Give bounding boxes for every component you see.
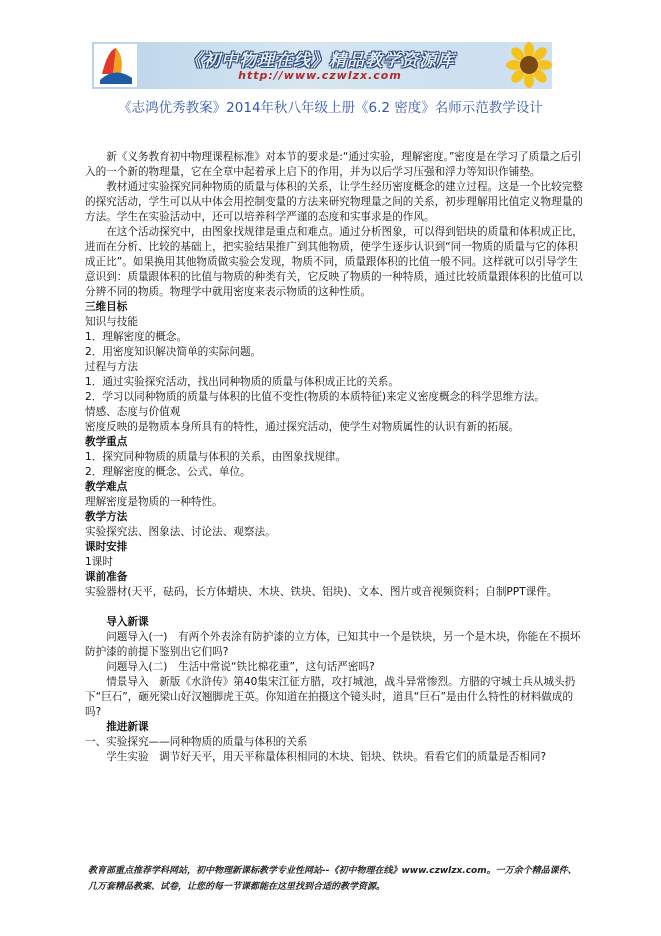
section-heading: 导入新课 bbox=[106, 616, 149, 628]
section-heading: 教学难点 bbox=[85, 481, 128, 493]
section-heading: 三维目标 bbox=[85, 301, 128, 313]
body-paragraph: 教材通过实验探究同种物质的质量与体积的关系，让学生经历密度概念的建立过程。这是一个比较完整的探究活动，学生可以从中体会用控制变量的方法来研究物理量之间的关系，初步理解用比值定义物理量的方法。学生在实验活动中，还可以培养科学严谨的态度和实事求是的作风。 bbox=[85, 181, 583, 223]
site-logo-icon bbox=[94, 44, 137, 87]
body-paragraph: 过程与方法 bbox=[85, 361, 138, 373]
body-paragraph: 问题导入(一) 有两个外表涂有防护漆的立方体，已知其中一个是铁块，另一个是木块，你能在不损坏防护漆的前提下鉴别出它们吗? bbox=[85, 631, 581, 658]
banner-url: http://www.czwlzx.com bbox=[238, 69, 402, 82]
document-title: 《志鸿优秀教案》2014年秋八年级上册《6.2 密度》名师示范教学设计 bbox=[118, 100, 543, 116]
section-heading: 教学重点 bbox=[85, 436, 128, 448]
body-paragraph: 实验器材(天平，砝码，长方体蜡块、木块、铁块、铝块)、文本、图片或音视频资料；自制PPT课件。 bbox=[85, 586, 558, 598]
blank-line bbox=[85, 600, 585, 615]
header-banner bbox=[92, 42, 552, 89]
body-paragraph: 2．学习以同种物质的质量与体积的比值不变性(物质的本质特征)来定义密度概念的科学思维方法。 bbox=[85, 391, 545, 403]
footer-text: 教育部重点推荐学科网站，初中物理新课标教学专业性网站--《初中物理在线》www.czwlzx.com。一万余个精品课件、几万套精品教案、试卷，让您的每一节课都能在这里找到合适的教学资源。 bbox=[88, 866, 577, 892]
body-paragraph: 密度反映的是物质本身所具有的特性，通过探究活动，使学生对物质属性的认识有新的拓展。 bbox=[85, 421, 520, 433]
section-heading: 推进新课 bbox=[106, 721, 149, 733]
document-body bbox=[85, 150, 585, 765]
body-paragraph: 情感、态度与价值观 bbox=[85, 406, 181, 418]
section-heading: 教学方法 bbox=[85, 511, 128, 523]
section-heading: 课时安排 bbox=[85, 541, 128, 553]
section-heading: 课前准备 bbox=[85, 571, 128, 583]
body-paragraph: 2．理解密度的概念、公式、单位。 bbox=[85, 466, 251, 478]
body-paragraph: 在这个活动探究中，由图象找规律是重点和难点。通过分析图象，可以得到铝块的质量和体积成正比，进而在分析、比较的基础上，把实验结果推广到其他物质，使学生逐步认识到“同一物质的质量与它的体积成正比”。如果换用其他物质做实验会发现，物质不同，质量跟体积的比值一般不同。这样就可以引导学生意识到：质量跟体积的比值与物质的种类有关，它反映了物质的一种特质，通过比较质量跟体积的比值可以分辨不同的物质。物理学中就用密度来表示物质的这种性质。 bbox=[85, 226, 583, 298]
body-paragraph: 2．用密度知识解决简单的实际问题。 bbox=[85, 346, 262, 358]
body-paragraph: 理解密度是物质的一种特性。 bbox=[85, 496, 223, 508]
sunflower-icon bbox=[506, 42, 552, 89]
body-paragraph: 情景导入 新版《水浒传》第40集宋江征方腊，攻打城池，战斗异常惨烈。方腊的守城士兵从城头扔下“巨石”，砸死梁山好汉翘脚虎王英。你知道在拍摄这个镜头时，道具“巨石”是由什么特性的材料做成的吗? bbox=[85, 676, 576, 718]
body-paragraph: 1．通过实验探究活动，找出同种物质的质量与体积成正比的关系。 bbox=[85, 376, 399, 388]
body-paragraph: 1课时 bbox=[85, 556, 113, 568]
body-paragraph: 新《义务教育初中物理课程标准》对本节的要求是:“通过实验，理解密度。”密度是在学习了质量之后引入的一个新的物理量，它在全章中起着承上启下的作用，并为以后学习压强和浮力等知识作铺垫。 bbox=[85, 151, 582, 178]
body-paragraph: 1．理解密度的概念。 bbox=[85, 331, 188, 343]
body-paragraph: 1．探究同种物质的质量与体积的关系，由图象找规律。 bbox=[85, 451, 346, 463]
body-paragraph: 一、实验探究——同种物质的质量与体积的关系 bbox=[85, 736, 308, 748]
banner-title: 《初中物理在线》精品教学资源库 bbox=[185, 51, 455, 71]
body-paragraph: 知识与技能 bbox=[85, 316, 138, 328]
body-paragraph: 学生实验 调节好天平，用天平称量体积相同的木块、铝块、铁块。看看它们的质量是否相同? bbox=[106, 751, 547, 763]
body-paragraph: 实验探究法、图象法、讨论法、观察法。 bbox=[85, 526, 276, 538]
body-paragraph: 问题导入(二) 生活中常说“铁比棉花重”，这句话严密吗? bbox=[106, 661, 375, 673]
